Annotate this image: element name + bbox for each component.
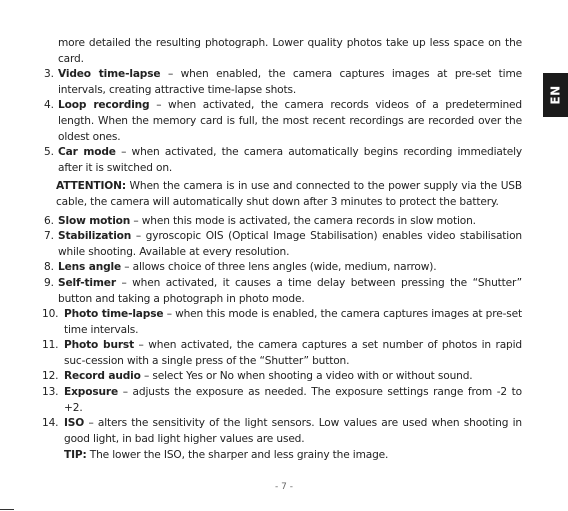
item-number: 9. (44, 276, 54, 289)
item-text: – when activated, the camera captures a set number of photos in rapid suc-cession with a single press of the “Shutter” button. (64, 339, 522, 367)
intro-continuation: more detailed the resulting photograph. Lower quality photos take up less space on the card. (58, 37, 522, 65)
tip-text: The lower the ISO, the sharper and less grainy the image. (86, 449, 389, 462)
attention-text: When the camera is in use and connected to the power supply via the USB cable, the camera will automatically shut down after 3 minutes to protect the battery. (56, 180, 522, 208)
item-number: 7. (44, 230, 54, 243)
item-number: 12. (42, 370, 59, 383)
item-title: Loop recording (58, 99, 150, 112)
item-title: Slow motion (58, 214, 131, 227)
list-item-exposure (44, 385, 522, 416)
item-title: Stabilization (58, 230, 132, 243)
item-text: – when activated, the camera automatically begins recording immediately after it is switched on. (58, 146, 522, 174)
item-number: 10. (42, 308, 59, 321)
item-number: 5. (44, 146, 54, 159)
item-title: Self-timer (58, 276, 116, 289)
item-number: 11. (42, 339, 59, 352)
item-text: – when activated, the camera records videos of a predetermined length. When the memory card is full, the most recent recordings are recorded over the oldest ones. (58, 99, 522, 143)
list-item-self-timer (44, 276, 522, 307)
list-item-video-time-lapse (44, 67, 522, 98)
item-text: – when enabled, the camera captures images at pre-set time intervals, creating attractive time-lapse shots. (58, 68, 522, 96)
attention-note (44, 179, 522, 210)
list-item-loop-recording (44, 98, 522, 145)
item-text: – alters the sensitivity of the light sensors. Low values are used when shooting in good light, in bad light higher values are used. (64, 417, 522, 445)
item-text: – when activated, it causes a time delay between pressing the “Shutter” button and taking a photograph in photo mode. (58, 276, 522, 305)
item-text: – when this mode is activated, the camera records in slow motion. (130, 214, 476, 227)
item-number: 4. (44, 99, 54, 112)
language-tab-label: EN (548, 85, 563, 105)
item-text: – adjusts the exposure as needed. The exposure settings range from -2 to +2. (64, 386, 522, 414)
list-item-photo-burst (44, 338, 522, 369)
item-title: Record audio (64, 370, 141, 383)
tip-note (44, 448, 522, 464)
list-item-photo-time-lapse (44, 307, 522, 338)
item-number: 13. (42, 386, 59, 399)
item-number: 8. (44, 261, 54, 274)
item-text: – allows choice of three lens angles (wide, medium, narrow). (121, 261, 437, 274)
item-title: Photo time-lapse (64, 308, 164, 321)
list-item-slow-motion (44, 214, 522, 230)
item-text: – gyroscopic OIS (Optical Image Stabilisation) enables video stabilisation while shooting. Available at every resolution. (58, 230, 522, 258)
page-number: - 7 - (275, 482, 293, 492)
item-title: Photo burst (64, 339, 135, 352)
item-number: 3. (44, 68, 54, 81)
list-item-iso (44, 416, 522, 447)
item-title: ISO (64, 417, 85, 430)
item-text: – when this mode is enabled, the camera captures images at pre-set time intervals. (64, 308, 522, 336)
item-title: Video time-lapse (58, 68, 161, 81)
list-item-record-audio (44, 369, 522, 385)
item-title: Car mode (58, 146, 116, 159)
language-tab (543, 73, 568, 117)
attention-label: ATTENTION: (56, 180, 126, 193)
item-number: 6. (44, 214, 54, 227)
item-text: – select Yes or No when shooting a video with or without sound. (140, 370, 473, 383)
page-content (44, 36, 522, 464)
tip-label: TIP: (64, 449, 87, 462)
item-number: 14. (42, 417, 59, 430)
list-item-stabilization (44, 229, 522, 260)
item-title: Lens angle (58, 261, 122, 274)
list-item-car-mode (44, 145, 522, 176)
list-item-lens-angle (44, 260, 522, 276)
item-title: Exposure (64, 386, 118, 399)
crop-mark (0, 509, 14, 510)
